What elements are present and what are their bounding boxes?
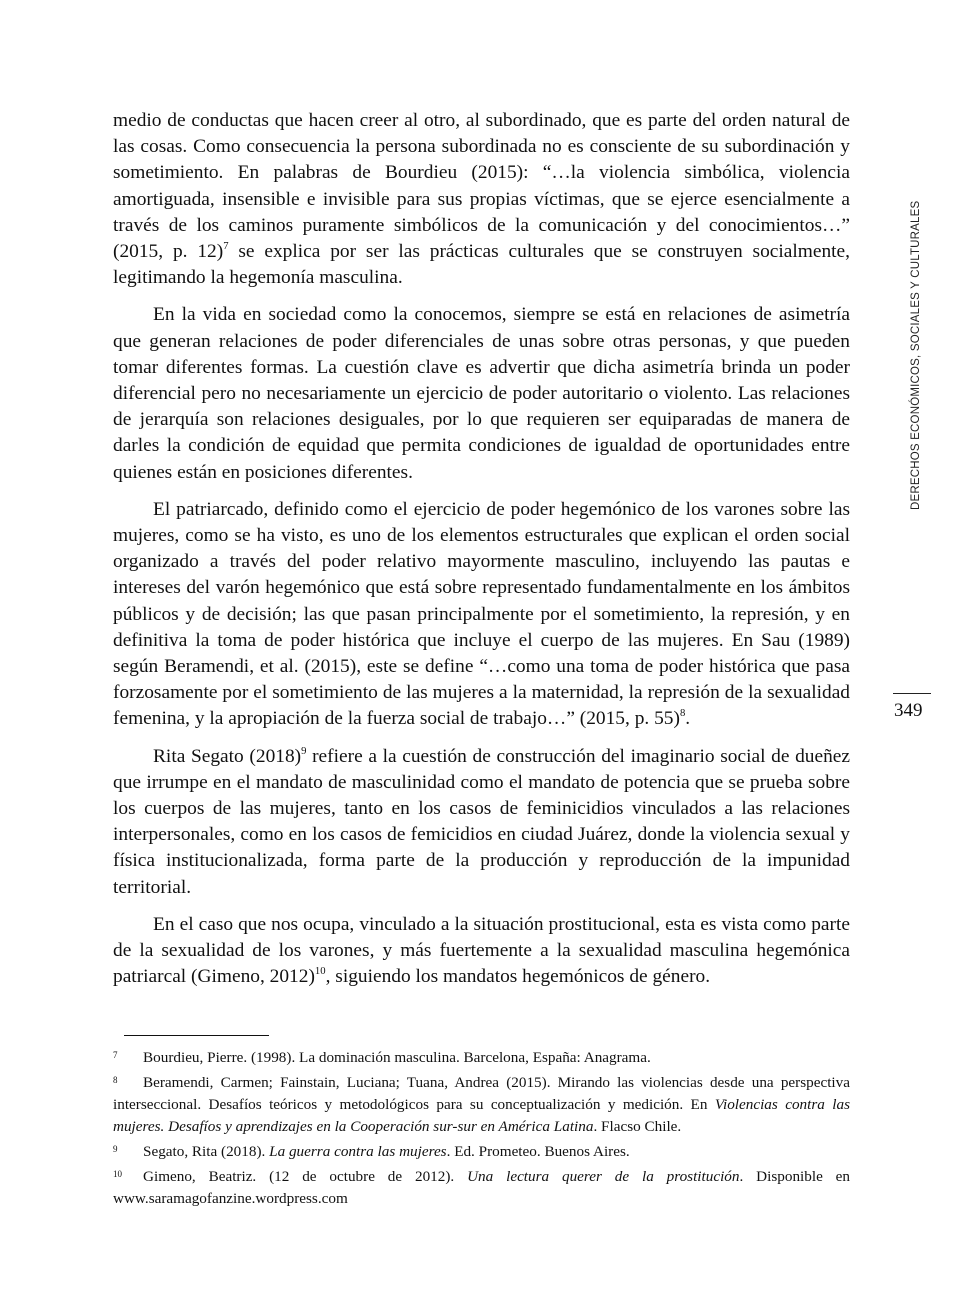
footnote-number: 7 <box>113 1050 118 1060</box>
footnote <box>113 1163 850 1210</box>
footnote-text: Bourdieu, Pierre. (1998). La dominación masculina. Barcelona, España: Anagrama. <box>143 1049 651 1066</box>
footnote-ref[interactable]: 7 <box>223 240 229 253</box>
footnote-italic: Violencias contra las mujeres. Desafíos y aprendizajes en la Cooperación sur-sur en América Latina <box>113 1096 850 1135</box>
footnotes <box>113 1044 850 1210</box>
footnote-separator <box>124 1035 269 1036</box>
footnote <box>113 1044 850 1069</box>
footnote-ref[interactable]: 10 <box>314 965 326 978</box>
body-text <box>113 108 850 1002</box>
paragraph-text: refiere a la cuestión de construcción del imaginario social de dueñez que irrumpe en el mandato de masculinidad como el mandato de potencia que se prueba sobre los cuerpos de las mujeres, tanto en los casos de feminicidios vinculados a las relaciones interpersonales, como en los casos de femicidios en ciudad Juárez, donde la violencia sexual y física institucionalizada, forma parte de la producción y reproducción de la impunidad territorial. <box>113 745 850 898</box>
footnote-italic: Una lectura querer de la prostitución <box>467 1168 740 1185</box>
paragraph <box>113 302 850 485</box>
footnote-ref[interactable]: 9 <box>301 744 307 757</box>
paragraph <box>113 497 850 733</box>
page-number-rule <box>893 693 931 694</box>
paragraph-text: El patriarcado, definido como el ejercicio de poder hegemónico de los varones sobre las mujeres, como se ha visto, es uno de los elementos estructurales que explican el orden social organizado a través del poder relativo mayormente masculino, incluyendo las pautas e intereses del varón hegemónico que está sobre representado fundamentalmente en los ámbitos públicos y de decisión; las que pasan principalmente por el sometimiento, la represión, y en definitiva la toma de poder histórica que incluye el cuerpo de las mujeres. En Sau (1989) según Beramendi, et al. (2015), este se define “…como una toma de poder histórica que pasa forzosamente por el sometimiento de las mujeres a la maternidad, la represión de la sexualidad femenina, y la apropiación de la fuerza social de trabajo…” (2015, p. 55) <box>113 498 850 730</box>
footnote <box>113 1138 850 1163</box>
footnote-text: Segato, Rita (2018). <box>143 1143 270 1160</box>
paragraph-text: , siguiendo los mandatos hegemónicos de género. <box>325 966 711 988</box>
footnote-number: 9 <box>113 1144 118 1154</box>
paragraph-text: medio de conductas que hacen creer al otro, al subordinado, que es parte del orden natural de las cosas. Como consecuencia la persona subordinada no es consciente de su subordinación y sometimiento. En palabras de Bourdieu (2015): “…la violencia simbólica, violencia amortiguada, insensible e invisible para sus propias víctimas, que se ejerce esencialmente a través de los caminos puramente simbólicos de la comunicación y del conocimientos…” (2015, p. 12) <box>113 110 850 263</box>
footnote-text: . Flacso Chile. <box>593 1118 682 1135</box>
footnote-text: . Disponible en www.saramagofanzine.wordpress.com <box>113 1168 851 1207</box>
paragraph <box>113 108 850 291</box>
paragraph-text: En la vida en sociedad como la conocemos, siempre se está en relaciones de asimetría que generan relaciones de poder diferenciales de unas sobre otras personas, y que pueden tomar diferentes formas. La cuestión clave es advertir que dicha asimetría brinda un poder diferencial pero no necesariamente un ejercicio de poder autoritario o violento. Las relaciones de jerarquía son relaciones desiguales, por lo que requieren ser equiparadas de manera de darles la condición de equidad que permita condiciones de igualdad de oportunidades entre quienes están en posiciones diferentes. <box>113 304 850 483</box>
paragraph <box>113 744 850 901</box>
footnote-text: Beramendi, Carmen; Fainstain, Luciana; Tuana, Andrea (2015). Mirando las violencias desde una perspectiva interseccional. Desafíos teóricos y metodológicos para su conceptualización y medición. En <box>113 1074 850 1113</box>
paragraph-text: En el caso que nos ocupa, vinculado a la situación prostitucional, esta es vista como parte de la sexualidad de los varones, y más fuertemente a la sexualidad masculina hegemónica patriarcal (Gimeno, 2012) <box>113 913 850 988</box>
footnote <box>113 1069 850 1138</box>
footnote-number: 10 <box>113 1169 122 1179</box>
page-number: 349 <box>894 700 923 721</box>
footnote-ref[interactable]: 8 <box>679 707 686 720</box>
paragraph <box>113 912 850 991</box>
paragraph-text: Rita Segato (2018) <box>153 745 302 767</box>
footnote-text: . Ed. Prometeo. Buenos Aires. <box>446 1143 630 1160</box>
footnote-italic: La guerra contra las mujeres <box>269 1143 447 1160</box>
footnote-number: 8 <box>113 1075 118 1085</box>
footnote-text: Gimeno, Beatriz. (12 de octubre de 2012). <box>143 1168 468 1185</box>
paragraph-text: se explica por ser las prácticas culturales que se construyen socialmente, legitimando la hegemonía masculina. <box>113 241 850 289</box>
paragraph-text: . <box>685 708 691 730</box>
section-side-label: DERECHOS ECONÓMICOS, SOCIALES Y CULTURALES <box>910 200 922 510</box>
